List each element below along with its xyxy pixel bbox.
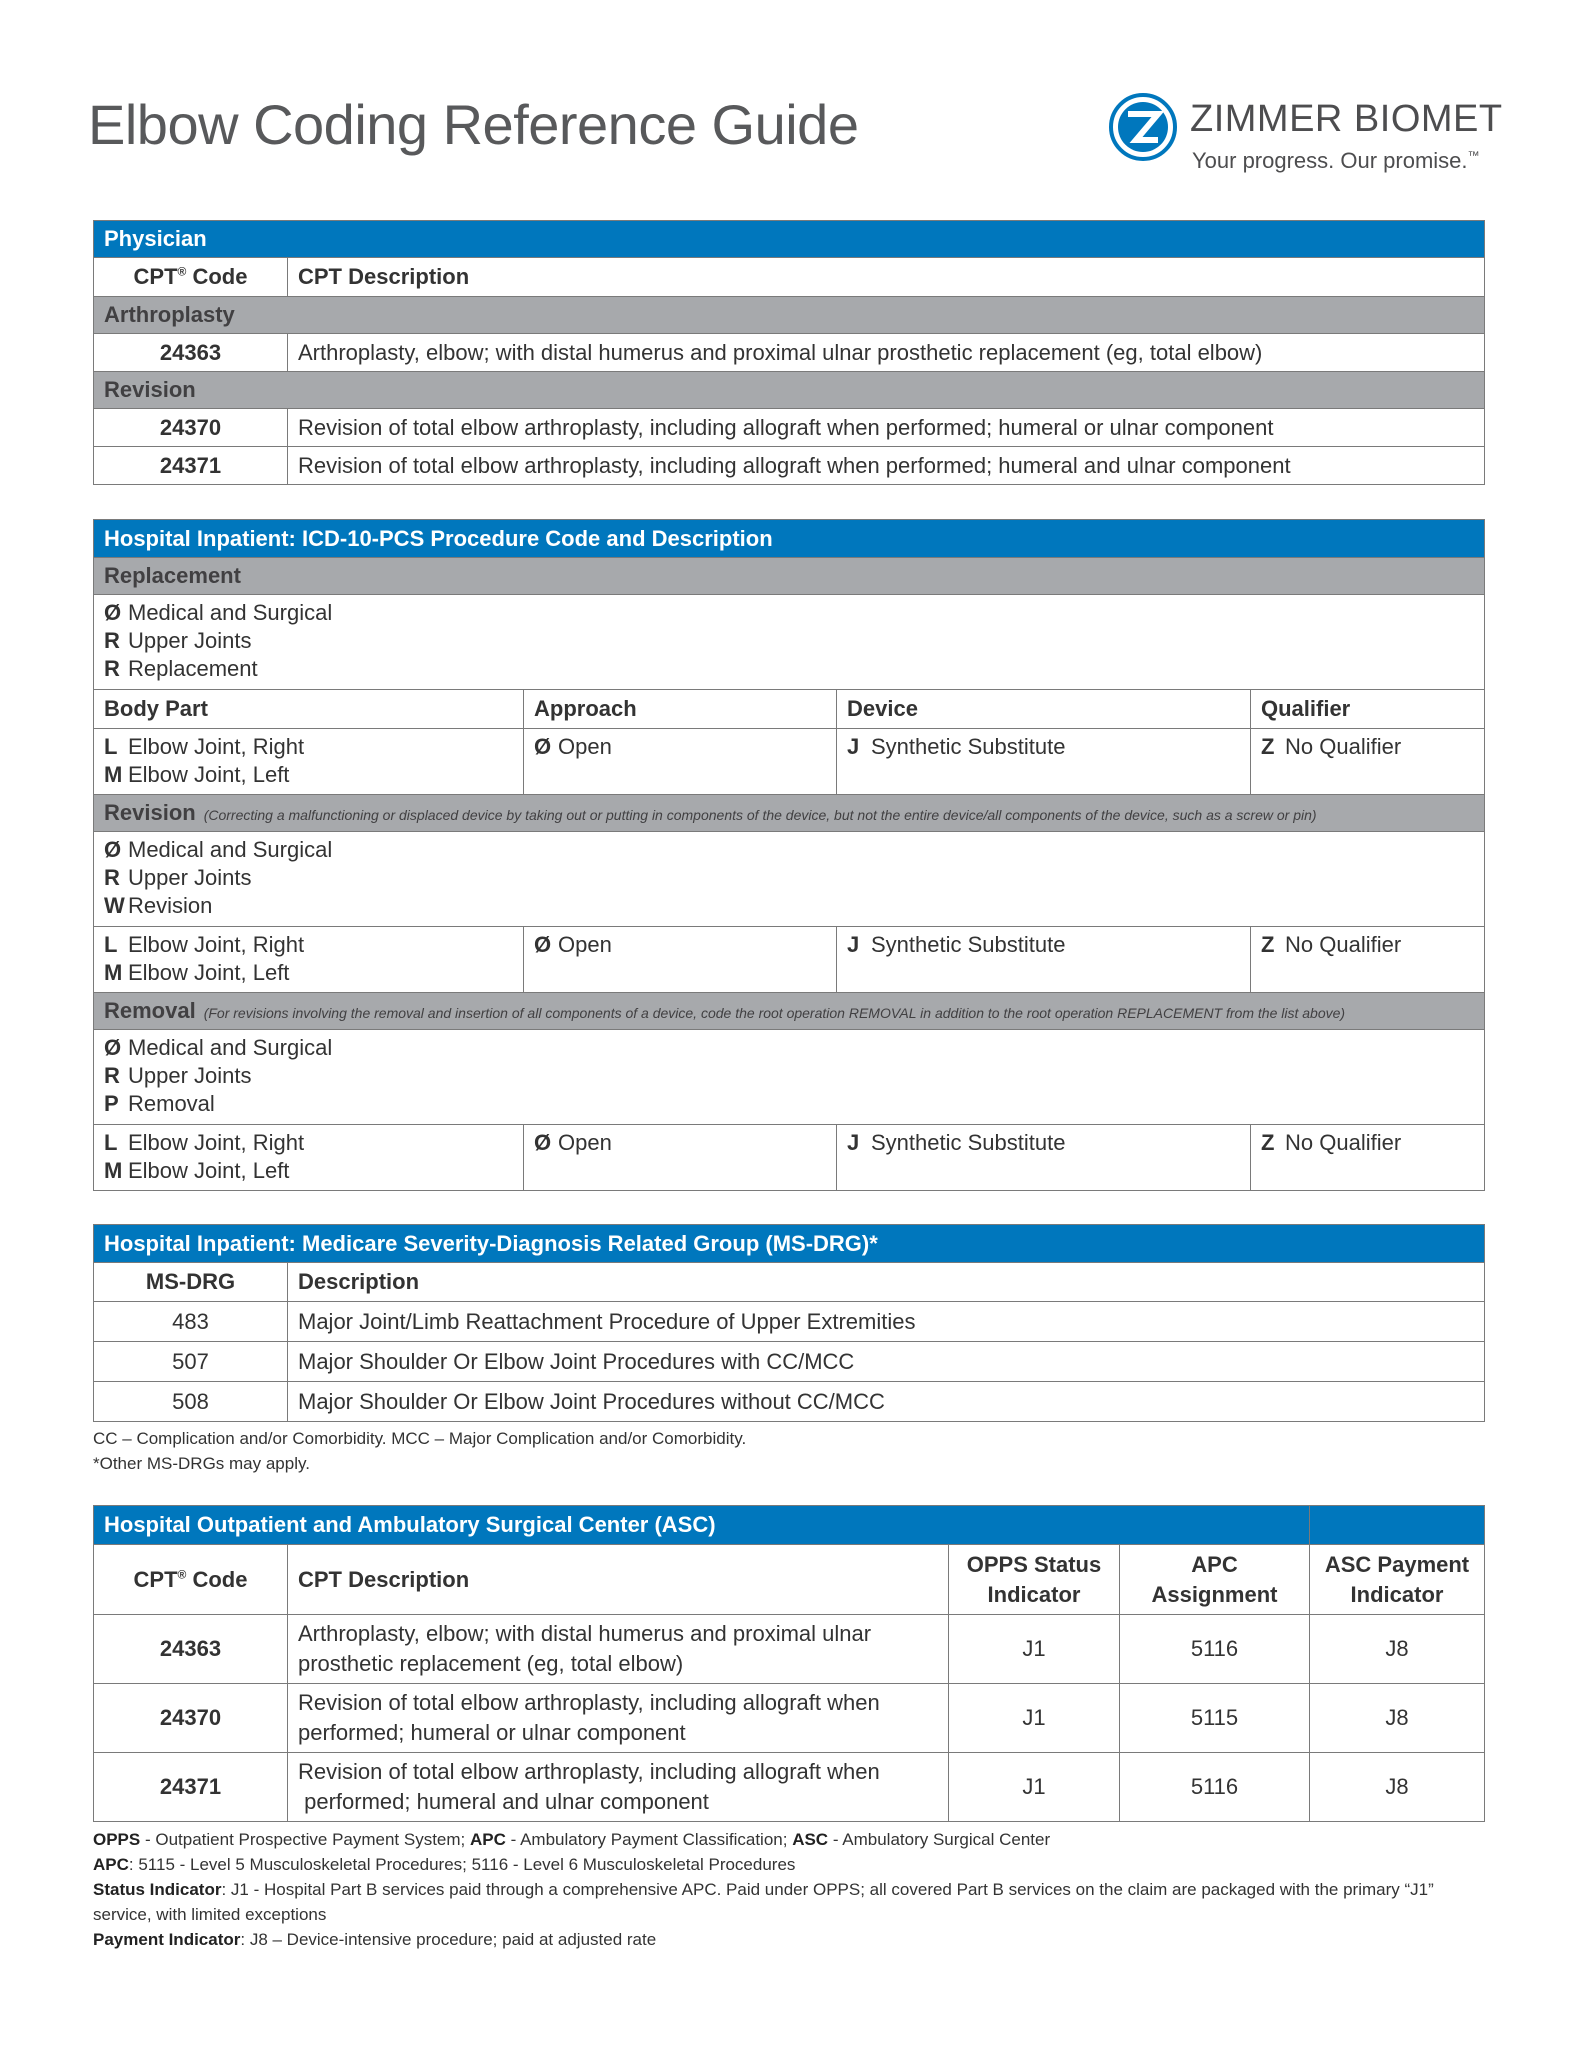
opps-status: J1 (949, 1753, 1120, 1822)
table-row (94, 927, 1485, 993)
table-row (94, 447, 1485, 485)
table-row (94, 1302, 1485, 1342)
icd10-pcs-table (93, 519, 1485, 1191)
cpt-description: Arthroplasty, elbow; with distal humerus and proximal ulnar prosthetic replacement (eg, total elbow) (288, 334, 1485, 372)
table-row (94, 1615, 1485, 1684)
msdrg-description: Major Shoulder Or Elbow Joint Procedures without CC/MCC (288, 1382, 1485, 1422)
outpatient-title: Hospital Outpatient and Ambulatory Surgical Center (ASC) (94, 1506, 1310, 1545)
cpt-description: Arthroplasty, elbow; with distal humerus and proximal ulnar prosthetic replacement (eg, total elbow) (288, 1615, 949, 1684)
pcs-code-list: Ø Medical and Surgical R Upper Joints W Revision (94, 832, 1485, 927)
outpatient-title-blank (1310, 1506, 1485, 1545)
cpt-description: Revision of total elbow arthroplasty, including allograft when performed; humeral and ulnar component (288, 447, 1485, 485)
msdrg-code: 508 (94, 1382, 288, 1422)
opps-status: J1 (949, 1684, 1120, 1753)
col-cpt-description: CPT Description (288, 1545, 949, 1615)
page-title: Elbow Coding Reference Guide (88, 93, 859, 156)
outpatient-asc-table (93, 1505, 1485, 1822)
asc-payment: J8 (1310, 1753, 1485, 1822)
cpt-code: 24371 (94, 1753, 288, 1822)
approach-cell: Ø Open (524, 729, 837, 795)
cpt-code: 24363 (94, 1615, 288, 1684)
col-cpt-description: CPT Description (288, 258, 1485, 297)
table-row (94, 1753, 1485, 1822)
abbreviation-legend: OPPS - Outpatient Prospective Payment System; APC - Ambulatory Payment Classification; ASC - Ambulatory Surgical Center APC: 5115 - Level 5 Musculoskeletal Procedures; 5116 - Level 6 Musculoskeletal Procedures Status Indicator: J1 - Hospital Part B services paid through a comprehensive APC. Paid under OPPS; all covered Part B services on the claim are packaged with the primary “J1” service, with limited exceptions Payment Indicator: J8 – Device-intensive procedure; paid at adjusted rate (93, 1830, 1434, 1949)
apc-assignment: 5116 (1120, 1615, 1310, 1684)
apc-assignment: 5115 (1120, 1684, 1310, 1753)
pcs-code-list: Ø Medical and Surgical R Upper Joints P Removal (94, 1030, 1485, 1125)
group-revision: Revision (94, 372, 1485, 409)
device-cell: J Synthetic Substitute (837, 729, 1251, 795)
qualifier-cell: Z No Qualifier (1251, 927, 1485, 993)
physician-title: Physician (94, 221, 1485, 258)
table-row (94, 409, 1485, 447)
cpt-description: Revision of total elbow arthroplasty, including allograft when performed; humeral and ulnar component (288, 1753, 949, 1822)
physician-table (93, 220, 1485, 485)
msdrg-title: Hospital Inpatient: Medicare Severity-Diagnosis Related Group (MS-DRG)* (94, 1225, 1485, 1263)
col-opps-status-indicator: OPPS Status Indicator (949, 1545, 1120, 1615)
qualifier-cell: Z No Qualifier (1251, 729, 1485, 795)
zimmer-biomet-z-icon (1108, 92, 1178, 162)
section-replacement: Replacement (94, 558, 1485, 595)
col-approach: Approach (524, 690, 837, 729)
table-row (94, 1382, 1485, 1422)
msdrg-description: Major Joint/Limb Reattachment Procedure of Upper Extremities (288, 1302, 1485, 1342)
cpt-description: Revision of total elbow arthroplasty, including allograft when performed; humeral or ulnar component (288, 1684, 949, 1753)
logo-tagline: Your progress. Our promise.™ (1192, 148, 1480, 173)
approach-cell: Ø Open (524, 927, 837, 993)
table-row (94, 1342, 1485, 1382)
asc-payment: J8 (1310, 1615, 1485, 1684)
cpt-code: 24371 (94, 447, 288, 485)
col-description: Description (288, 1263, 1485, 1302)
cpt-code: 24370 (94, 1684, 288, 1753)
opps-status: J1 (949, 1615, 1120, 1684)
section-removal: Removal (For revisions involving the removal and insertion of all components of a device, code the root operation REMOVAL in addition to the root operation REPLACEMENT from the list above) (94, 993, 1485, 1030)
cpt-code: 24363 (94, 334, 288, 372)
col-body-part: Body Part (94, 690, 524, 729)
zimmer-biomet-logo (1108, 92, 1503, 182)
approach-cell: Ø Open (524, 1125, 837, 1191)
col-device: Device (837, 690, 1251, 729)
qualifier-cell: Z No Qualifier (1251, 1125, 1485, 1191)
asc-payment: J8 (1310, 1684, 1485, 1753)
apc-assignment: 5116 (1120, 1753, 1310, 1822)
col-asc-payment-indicator: ASC Payment Indicator (1310, 1545, 1485, 1615)
logo-name: ZIMMER BIOMET (1190, 98, 1503, 140)
msdrg-code: 483 (94, 1302, 288, 1342)
msdrg-footnote: CC – Complication and/or Comorbidity. MCC – Major Complication and/or Comorbidity. *Other MS-DRGs may apply. (93, 1429, 747, 1473)
col-cpt-code: CPT® Code (94, 258, 288, 297)
pcs-code-list: Ø Medical and Surgical R Upper Joints R Replacement (94, 595, 1485, 690)
section-revision: Revision (Correcting a malfunctioning or displaced device by taking out or putting in components of the device, but not the entire device/all components of the device, such as a screw or pin) (94, 795, 1485, 832)
col-qualifier: Qualifier (1251, 690, 1485, 729)
cpt-code: 24370 (94, 409, 288, 447)
device-cell: J Synthetic Substitute (837, 1125, 1251, 1191)
cpt-description: Revision of total elbow arthroplasty, including allograft when performed; humeral or ulnar component (288, 409, 1485, 447)
table-row (94, 334, 1485, 372)
table-row (94, 1684, 1485, 1753)
msdrg-table (93, 1224, 1485, 1422)
msdrg-description: Major Shoulder Or Elbow Joint Procedures with CC/MCC (288, 1342, 1485, 1382)
body-part-cell: L Elbow Joint, Right M Elbow Joint, Left (94, 729, 524, 795)
col-apc-assignment: APC Assignment (1120, 1545, 1310, 1615)
body-part-cell: L Elbow Joint, Right M Elbow Joint, Left (94, 1125, 524, 1191)
table-row (94, 729, 1485, 795)
group-arthroplasty: Arthroplasty (94, 297, 1485, 334)
table-row (94, 1125, 1485, 1191)
body-part-cell: L Elbow Joint, Right M Elbow Joint, Left (94, 927, 524, 993)
pcs-title: Hospital Inpatient: ICD-10-PCS Procedure Code and Description (94, 520, 1485, 558)
col-cpt-code: CPT® Code (94, 1545, 288, 1615)
msdrg-code: 507 (94, 1342, 288, 1382)
col-msdrg: MS-DRG (94, 1263, 288, 1302)
device-cell: J Synthetic Substitute (837, 927, 1251, 993)
